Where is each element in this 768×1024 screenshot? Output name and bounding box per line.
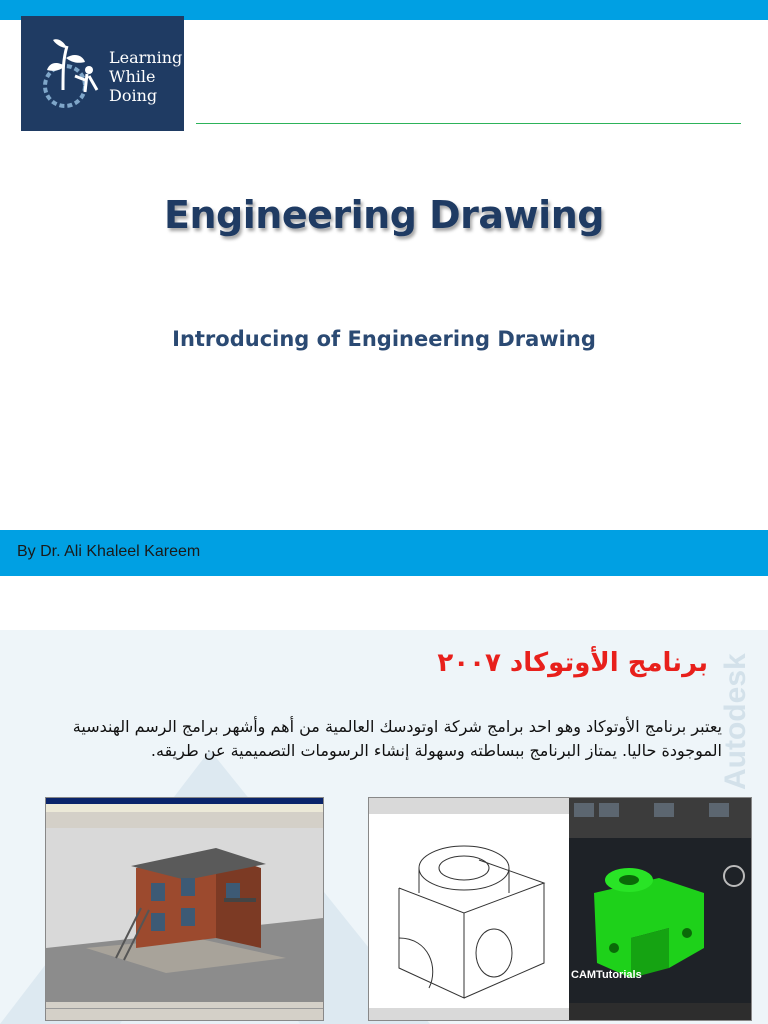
autocad-3d-screenshot <box>368 797 752 1021</box>
arabic-body-text: يعتبر برنامج الأوتوكاد وهو احد برامج شركة اوتودسك العالمية من أهم وأشهر برامج الرسم الهندسية الموجودة حاليا. يمتاز البرنامج ببساطته وسهولة إنشاء الرسومات التصميمية عن طريقه. <box>72 717 722 760</box>
watermark-text: Autodesk <box>719 653 752 790</box>
learning-while-doing-logo <box>21 16 184 131</box>
logo-text <box>109 48 182 105</box>
logo-line-1: Learning <box>109 48 183 67</box>
autocad-2007-screenshot <box>45 797 324 1021</box>
house-render-image <box>46 798 323 1020</box>
divider-line <box>196 123 741 124</box>
autocad-slide <box>0 630 768 1024</box>
logo-line-3: Doing <box>109 86 158 105</box>
arabic-title: برنامج الأوتوكاد ٢٠٠٧ <box>437 648 708 678</box>
slide-title: Engineering Drawing <box>164 193 604 237</box>
plant-gear-logo-icon <box>27 30 107 110</box>
camtutorials-label: CAMTutorials <box>571 969 642 981</box>
cad-model-image <box>369 798 751 1020</box>
slide-subtitle: Introducing of Engineering Drawing <box>172 327 596 351</box>
logo-line-2: While <box>109 67 156 86</box>
author-bar <box>0 530 768 576</box>
author-name: By Dr. Ali Khaleel Kareem <box>17 543 201 560</box>
